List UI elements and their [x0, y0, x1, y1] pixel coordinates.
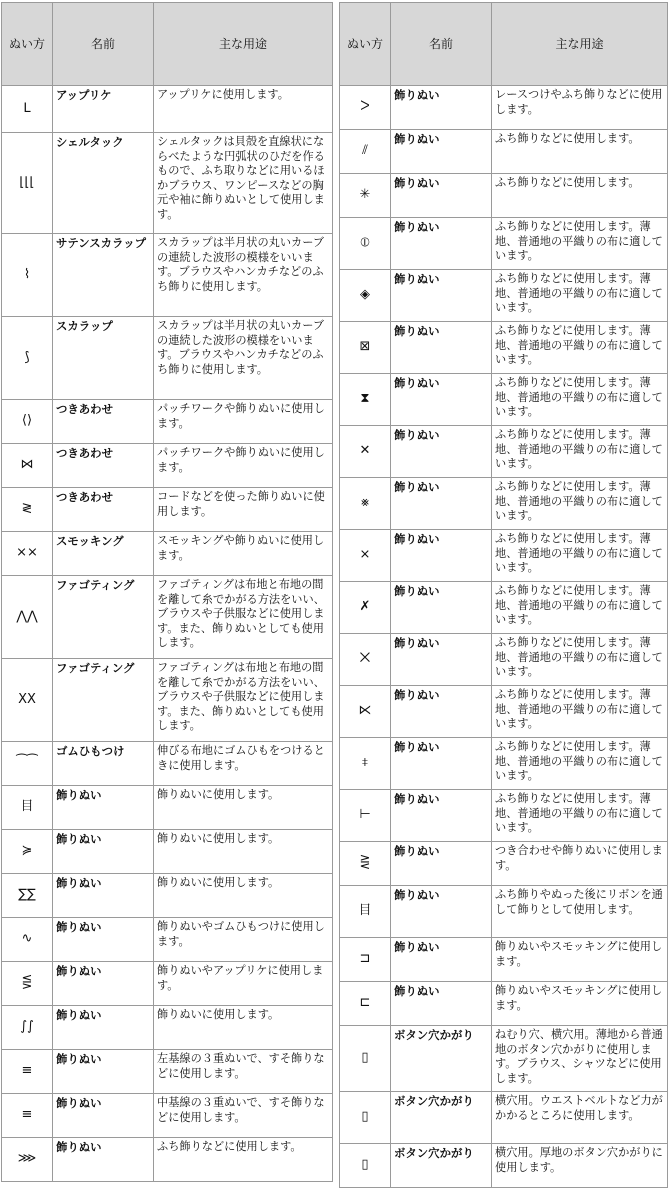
stitch-name: 飾りぬい — [391, 886, 492, 938]
stitch-usage: ふち飾りなどに使用します。 — [492, 174, 668, 218]
header-name: 名前 — [53, 3, 154, 86]
triple-center-stitch-icon: ≡ — [21, 1107, 33, 1123]
fagoting-stitch-icon: ⋀⋀ — [16, 608, 38, 624]
stitch-pattern-cell — [2, 576, 53, 659]
table-row — [340, 1092, 668, 1144]
table-row — [2, 874, 333, 918]
stitch-name: ファゴティング — [53, 576, 154, 659]
table-row — [340, 982, 668, 1026]
table-row — [340, 478, 668, 530]
stitch-pattern-cell — [340, 1092, 391, 1144]
star-stitch-icon: ✳ — [359, 187, 371, 203]
stitch-usage: ふち飾りなどに使用します。薄地、普通地の平織りの布に適しています。 — [492, 530, 668, 582]
stitch-pattern-cell — [340, 886, 391, 938]
stitch-name: 飾りぬい — [53, 830, 154, 874]
ladder-stitch-icon: 目 — [20, 799, 34, 815]
stitch-pattern-cell — [340, 374, 391, 426]
table-header-row — [340, 3, 668, 86]
stitch-pattern-cell — [340, 686, 391, 738]
comb-stitch-icon: ⊢ — [359, 807, 371, 823]
stitch-usage: スモッキングや飾りぬいに使用します。 — [154, 532, 333, 576]
diamond-stitch-icon: ◈ — [360, 287, 370, 303]
stitch-name: 飾りぬい — [53, 962, 154, 1006]
stitch-usage: 左基線の３重ぬいで、すそ飾りなどに使用します。 — [154, 1050, 333, 1094]
table-row — [340, 842, 668, 886]
table-row — [2, 133, 333, 234]
table-row — [340, 634, 668, 686]
scallop-stitch-icon: ⟆ — [24, 349, 30, 365]
stitch-name: 飾りぬい — [391, 218, 492, 270]
stitch-name: サテンスカラップ — [53, 234, 154, 317]
stitch-pattern-cell — [2, 488, 53, 532]
fagoting-cross-stitch-icon: ⅩⅩ — [18, 691, 36, 707]
stitch-usage: 横穴用。厚地のボタン穴かがりに使用します。 — [492, 1144, 668, 1188]
stitch-usage: ファゴティングは布地と布地の間を離して糸でかがる方法をいい、ブラウスや子供服などに使用します。また、飾りぬいとしても使用します。 — [154, 659, 333, 742]
decorative-satin-stitch-icon: ∫∫ — [20, 1019, 34, 1035]
table-row — [2, 659, 333, 742]
header-usage: 主な用途 — [492, 3, 668, 86]
header-name: 名前 — [391, 3, 492, 86]
stitch-name: 飾りぬい — [391, 686, 492, 738]
stitch-name: 飾りぬい — [53, 1094, 154, 1138]
stitch-name: ファゴティング — [53, 659, 154, 742]
stitch-usage: ふち飾りなどに使用します。 — [492, 130, 668, 174]
stitch-name: 飾りぬい — [391, 842, 492, 886]
table-row — [2, 1094, 333, 1138]
slant-stitch-icon: ⫽ — [362, 143, 368, 159]
stitch-usage: ふち飾りなどに使用します。薄地、普通地の平織りの布に適しています。 — [492, 322, 668, 374]
stitch-usage: パッチワークや飾りぬいに使用します。 — [154, 400, 333, 444]
stitch-usage: シェルタックは貝殻を直線状にならべたような円弧状のひだを作るもので、ふち取りなどに用いるほかブラウス、ワンピースなどの胸元や袖に飾りぬいとして使用します。 — [154, 133, 333, 234]
triple-left-stitch-icon: ≡ — [21, 1063, 33, 1079]
stitch-usage: スカラップは半月状の丸いカーブの連続した波形の模様をいいます。ブラウスやハンカチなどのふち飾りに使用します。 — [154, 317, 333, 400]
stitch-usage: 中基線の３重ぬいで、すそ飾りなどに使用します。 — [154, 1094, 333, 1138]
stitch-usage: ふち飾りなどに使用します。 — [154, 1138, 333, 1182]
stitch-usage: 飾りぬいに使用します。 — [154, 874, 333, 918]
stitch-usage: 横穴用。ウエストベルトなど力がかかるところに使用します。 — [492, 1092, 668, 1144]
table-row — [340, 530, 668, 582]
table-row — [2, 918, 333, 962]
table-row — [2, 830, 333, 874]
stitch-pattern-cell — [2, 1094, 53, 1138]
table-row — [2, 1050, 333, 1094]
stitch-name: つきあわせ — [53, 444, 154, 488]
stitch-pattern-cell — [2, 234, 53, 317]
table-row — [2, 234, 333, 317]
table-row — [340, 790, 668, 842]
stitch-usage: ふち飾りなどに使用します。薄地、普通地の平織りの布に適しています。 — [492, 790, 668, 842]
stitch-pattern-cell — [2, 133, 53, 234]
stitch-name: ボタン穴かがり — [391, 1144, 492, 1188]
stitch-name: 飾りぬい — [53, 1006, 154, 1050]
table-row — [2, 488, 333, 532]
stitch-name: ボタン穴かがり — [391, 1026, 492, 1092]
stitch-usage: 飾りぬいに使用します。 — [154, 1006, 333, 1050]
stitch-pattern-cell — [340, 478, 391, 530]
stitch-pattern-cell — [2, 532, 53, 576]
stitch-pattern-cell — [340, 270, 391, 322]
stitch-name: つきあわせ — [53, 400, 154, 444]
stitch-name: 飾りぬい — [391, 582, 492, 634]
stitch-name: 飾りぬい — [391, 270, 492, 322]
stitch-pattern-cell — [2, 742, 53, 786]
table-row — [2, 742, 333, 786]
stitch-name: 飾りぬい — [391, 130, 492, 174]
header-usage: 主な用途 — [154, 3, 333, 86]
zigzag-satin-stitch-icon: ⋚ — [21, 975, 33, 991]
stitch-pattern-cell — [340, 738, 391, 790]
stitch-usage: ふち飾りなどに使用します。薄地、普通地の平織りの布に適しています。 — [492, 686, 668, 738]
stitch-pattern-cell — [340, 842, 391, 886]
stitch-pattern-cell — [340, 174, 391, 218]
table-row — [340, 322, 668, 374]
stitch-pattern-cell — [2, 1050, 53, 1094]
satin-scallop-stitch-icon: ⌇ — [23, 266, 31, 282]
patchwork-stitch-icon: ⟨⟩ — [21, 413, 33, 429]
stitch-usage: ふち飾りなどに使用します。薄地、普通地の平織りの布に適しています。 — [492, 582, 668, 634]
table-row — [2, 786, 333, 830]
lace-stitch-icon: ᐳ — [360, 99, 370, 115]
stitch-pattern-cell — [340, 1026, 391, 1092]
stitch-pattern-cell — [340, 322, 391, 374]
stitch-pattern-cell — [2, 830, 53, 874]
stitch-name: スカラップ — [53, 317, 154, 400]
cord-stitch-icon: ≷ — [21, 501, 33, 517]
stitch-usage: 伸びる布地にゴムひもをつけるときに使用します。 — [154, 742, 333, 786]
stitch-pattern-cell — [340, 86, 391, 130]
stitch-pattern-cell — [2, 918, 53, 962]
stitch-table-right — [339, 2, 668, 1188]
table-row — [340, 174, 668, 218]
large-cross-stitch-icon: ⨉ — [359, 651, 371, 667]
stitch-name: 飾りぬい — [391, 322, 492, 374]
smocking-stitch-icon: ⨯⨯ — [16, 545, 38, 561]
stitch-name: 飾りぬい — [391, 478, 492, 530]
table-row — [340, 218, 668, 270]
step-wave-stitch-icon: ⊏ — [359, 995, 371, 1011]
stitch-usage: ふち飾りやぬった後にリボンを通して飾りとして使用します。 — [492, 886, 668, 938]
edge-satin-stitch-icon: ⋙ — [17, 1151, 37, 1167]
double-cross-stitch-icon: ⨳ — [360, 495, 370, 511]
stitch-name: ゴムひもつけ — [53, 742, 154, 786]
table-row — [2, 1006, 333, 1050]
stitch-name: 飾りぬい — [391, 86, 492, 130]
stitch-usage: ふち飾りなどに使用します。薄地、普通地の平織りの布に適しています。 — [492, 374, 668, 426]
stitch-pattern-cell — [2, 1006, 53, 1050]
stitch-usage: コードなどを使った飾りぬいに使用します。 — [154, 488, 333, 532]
table-row — [340, 374, 668, 426]
stitch-table-left — [1, 2, 333, 1182]
elastic-stitch-icon: ⁀⁀ — [16, 755, 38, 771]
stitch-pattern-cell — [2, 874, 53, 918]
stitch-name: 飾りぬい — [391, 530, 492, 582]
table-row — [340, 426, 668, 478]
table-row — [2, 86, 333, 133]
ladder-bar-stitch-icon: ⧧ — [361, 755, 369, 771]
stitch-name: 飾りぬい — [391, 790, 492, 842]
appliqué-stitch-icon: ᒪ — [23, 100, 31, 116]
table-row — [340, 270, 668, 322]
stitch-usage: スカラップは半月状の丸いカーブの連続した波形の模様をいいます。ブラウスやハンカチなどのふち飾りに使用します。 — [154, 234, 333, 317]
stitch-pattern-cell — [340, 790, 391, 842]
ribbon-stitch-icon: 目 — [358, 903, 372, 919]
stitch-pattern-cell — [2, 86, 53, 133]
table-row — [340, 738, 668, 790]
step-stitch-icon: ⊐ — [359, 951, 371, 967]
stitch-usage: ファゴティングは布地と布地の間を離して糸でかがる方法をいい、ブラウスや子供服などに使用します。また、飾りぬいとしても使用します。 — [154, 576, 333, 659]
stitch-pattern-cell — [2, 659, 53, 742]
stitch-pattern-cell — [2, 400, 53, 444]
stitch-pattern-cell — [340, 982, 391, 1026]
stitch-usage: レースつけやふち飾りなどに使用します。 — [492, 86, 668, 130]
table-row — [340, 582, 668, 634]
table-row — [340, 886, 668, 938]
stitch-usage: 飾りぬいやスモッキングに使用します。 — [492, 938, 668, 982]
stitch-usage: ふち飾りなどに使用します。薄地、普通地の平織りの布に適しています。 — [492, 270, 668, 322]
stitch-name: つきあわせ — [53, 488, 154, 532]
oval-stitch-icon: ⦶ — [360, 235, 370, 251]
stitch-name: シェルタック — [53, 133, 154, 234]
box-cross-stitch-icon: ⊠ — [359, 339, 371, 355]
table-row — [2, 317, 333, 400]
table-row — [2, 576, 333, 659]
shell-tuck-stitch-icon: ⌊⌊⌊ — [19, 174, 35, 190]
stitch-usage: ふち飾りなどに使用します。薄地、普通地の平織りの布に適しています。 — [492, 634, 668, 686]
feather-stitch-icon: ≽ — [21, 843, 33, 859]
table-row — [340, 686, 668, 738]
table-header-row — [2, 3, 333, 86]
stitch-pattern-cell — [340, 634, 391, 686]
table-row — [2, 532, 333, 576]
stitch-usage: ふち飾りなどに使用します。薄地、普通地の平織りの布に適しています。 — [492, 218, 668, 270]
stitch-name: 飾りぬい — [391, 982, 492, 1026]
rounded-buttonhole-stitch-icon: ▯ — [361, 1109, 369, 1125]
header-stitch: ぬい方 — [340, 3, 391, 86]
stitch-pattern-cell — [2, 962, 53, 1006]
herringbone-stitch-icon: ⋛ — [359, 855, 371, 871]
buttonhole-stitch-icon: ▯ — [361, 1050, 369, 1066]
stitch-name: 飾りぬい — [391, 174, 492, 218]
stitch-pattern-cell — [340, 426, 391, 478]
stitch-name: 飾りぬい — [391, 374, 492, 426]
stitch-usage: パッチワークや飾りぬいに使用します。 — [154, 444, 333, 488]
stitch-pattern-cell — [340, 530, 391, 582]
table-row — [340, 1026, 668, 1092]
triple-cross-stitch-icon: ⨯ — [359, 547, 371, 563]
stitch-usage: ねむり穴、横穴用。薄地から普通地のボタン穴かがりに使用します。ブラウス、シャツなどに使用します。 — [492, 1026, 668, 1092]
stitch-name: 飾りぬい — [391, 634, 492, 686]
hourglass-stitch-icon: ⧗ — [360, 391, 370, 407]
stitch-pattern-cell — [340, 582, 391, 634]
stitch-pattern-cell — [2, 1138, 53, 1182]
stitch-pattern-cell — [340, 938, 391, 982]
stitch-pattern-cell — [340, 218, 391, 270]
stitch-name: 飾りぬい — [53, 874, 154, 918]
patchwork-cross-stitch-icon: ⋈ — [20, 457, 34, 473]
serpentine-stitch-icon: ∿ — [21, 931, 33, 947]
table-row — [2, 1138, 333, 1182]
table-row — [340, 130, 668, 174]
stitch-name: アップリケ — [53, 86, 154, 133]
stitch-usage: アップリケに使用します。 — [154, 86, 333, 133]
table-row — [340, 86, 668, 130]
table-row — [2, 962, 333, 1006]
stitch-pattern-cell — [2, 786, 53, 830]
small-cross-stitch-icon: ✗ — [359, 599, 371, 615]
stitch-usage: 飾りぬいやゴムひもつけに使用します。 — [154, 918, 333, 962]
stitch-pattern-cell — [2, 317, 53, 400]
table-row — [2, 444, 333, 488]
stitch-name: スモッキング — [53, 532, 154, 576]
stitch-pattern-cell — [2, 444, 53, 488]
header-stitch: ぬい方 — [2, 3, 53, 86]
stitch-usage: 飾りぬいやスモッキングに使用します。 — [492, 982, 668, 1026]
table-row — [340, 938, 668, 982]
ornamental-stitch-icon: ∑∑ — [18, 887, 36, 903]
stitch-usage: つき合わせや飾りぬいに使用します。 — [492, 842, 668, 886]
stitch-name: 飾りぬい — [53, 1138, 154, 1182]
stitch-name: 飾りぬい — [53, 918, 154, 962]
stitch-name: ボタン穴かがり — [391, 1092, 492, 1144]
stitch-name: 飾りぬい — [53, 786, 154, 830]
stitch-usage: ふち飾りなどに使用します。薄地、普通地の平織りの布に適しています。 — [492, 738, 668, 790]
bracket-cross-stitch-icon: ⋉ — [358, 703, 372, 719]
stitch-usage: ふち飾りなどに使用します。薄地、普通地の平織りの布に適しています。 — [492, 426, 668, 478]
stitch-pattern-cell — [340, 130, 391, 174]
stitch-name: 飾りぬい — [391, 426, 492, 478]
single-cross-stitch-icon: ✕ — [359, 443, 371, 459]
table-row — [2, 400, 333, 444]
stitch-usage: ふち飾りなどに使用します。薄地、普通地の平織りの布に適しています。 — [492, 478, 668, 530]
thick-buttonhole-stitch-icon: ▯ — [361, 1157, 369, 1173]
stitch-name: 飾りぬい — [391, 738, 492, 790]
stitch-usage: 飾りぬいに使用します。 — [154, 830, 333, 874]
stitch-name: 飾りぬい — [53, 1050, 154, 1094]
stitch-name: 飾りぬい — [391, 938, 492, 982]
stitch-usage: 飾りぬいに使用します。 — [154, 786, 333, 830]
stitch-usage: 飾りぬいやアップリケに使用します。 — [154, 962, 333, 1006]
